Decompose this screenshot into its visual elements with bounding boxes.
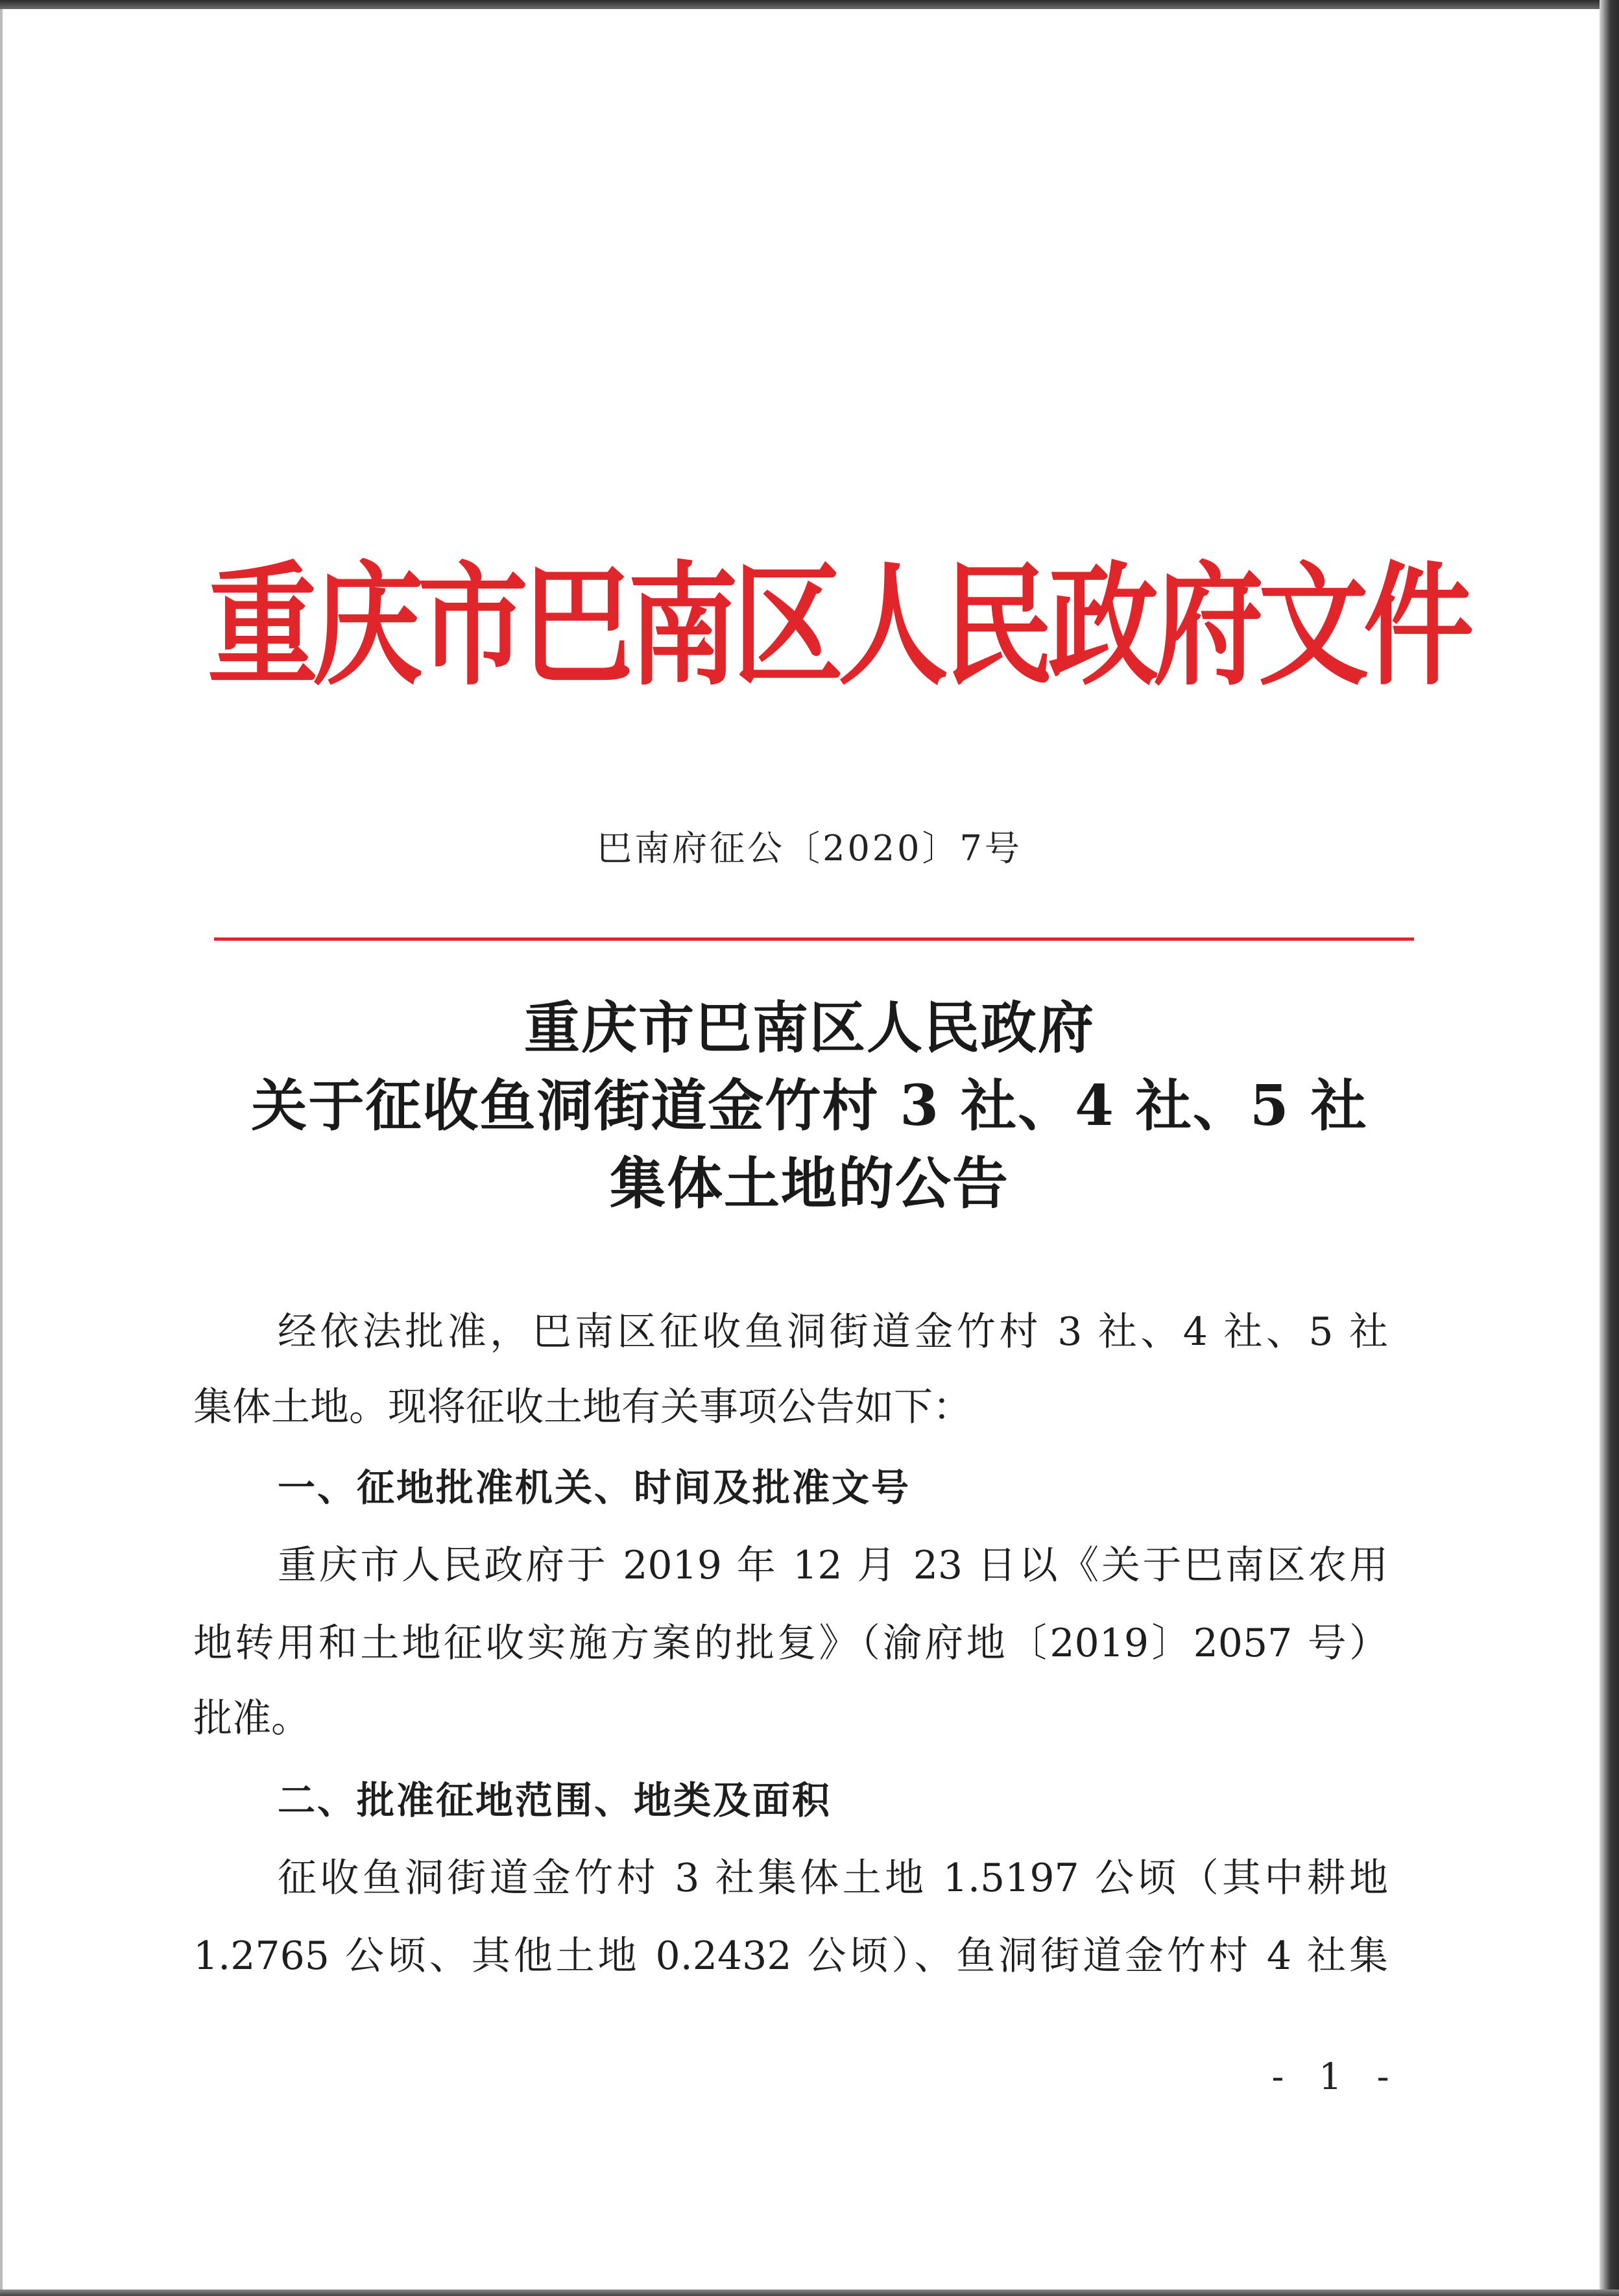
title-line-3: 集体土地的公告	[610, 1151, 1009, 1216]
title-line-1: 重庆市巴南区人民政府	[524, 995, 1095, 1061]
red-divider-rule	[214, 937, 1414, 941]
section-2-heading: 二、批准征地范围、地类及面积	[278, 1778, 832, 1822]
scan-edge-top	[0, 0, 1619, 9]
intro-paragraph-line-1: 经依法批准，巴南区征收鱼洞街道金竹村 3 社、4 社、5 社	[278, 1309, 1388, 1355]
document-number: 巴南府征公〔2020〕7号	[597, 828, 1022, 869]
section-2-line-2: 1.2765 公顷、其他土地 0.2432 公顷）、鱼洞街道金竹村 4 社集	[193, 1933, 1388, 1979]
section-2-line-1: 征收鱼洞街道金竹村 3 社集体土地 1.5197 公顷（其中耕地	[278, 1855, 1388, 1901]
scan-edge-bottom	[0, 2290, 1619, 2296]
title-line-2: 关于征收鱼洞街道金竹村 3 社、4 社、5 社	[251, 1073, 1368, 1139]
section-1-line-3: 批准。	[193, 1696, 310, 1741]
section-1-line-2: 地转用和土地征收实施方案的批复》（渝府地〔2019〕2057 号）	[193, 1621, 1388, 1666]
intro-paragraph-line-2: 集体土地。现将征收土地有关事项公告如下：	[193, 1384, 972, 1430]
page-number: - 1 -	[1271, 2056, 1401, 2098]
document-masthead: 重庆市巴南区人民政府文件	[208, 548, 1469, 704]
section-1-heading: 一、征地批准机关、时间及批准文号	[278, 1466, 911, 1510]
section-1-line-1: 重庆市人民政府于 2019 年 12 月 23 日以《关于巴南区农用	[278, 1543, 1388, 1588]
